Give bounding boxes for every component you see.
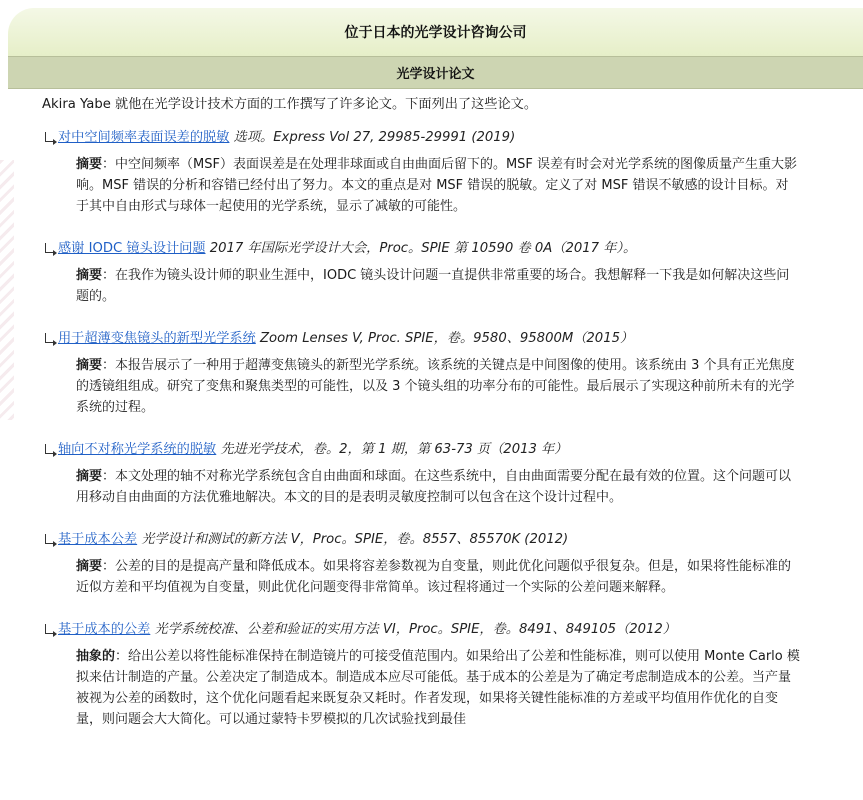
paper-item xyxy=(42,440,802,508)
arrow-right-icon xyxy=(45,444,53,454)
paper-title-link[interactable]: 对中空间频率表面误差的脱敏 xyxy=(58,130,230,145)
papers-content xyxy=(42,94,802,752)
paper-source: 2017 年国际光学设计大会，Proc。SPIE 第 10590 卷 0A（2017 年）。 xyxy=(205,241,637,256)
paper-title-line xyxy=(42,239,802,259)
abstract-label: 抽象的 xyxy=(76,649,116,664)
paper-item xyxy=(42,530,802,598)
paper-abstract xyxy=(76,355,800,418)
paper-title-link[interactable]: 基于成本公差 xyxy=(58,532,138,547)
abstract-label: 摘要 xyxy=(76,559,103,574)
paper-title-link[interactable]: 基于成本的公差 xyxy=(58,622,151,637)
arrow-right-icon xyxy=(45,333,53,343)
paper-title-link[interactable]: 轴向不对称光学系统的脱敏 xyxy=(58,442,217,457)
arrow-right-icon xyxy=(45,624,53,634)
paper-title-line xyxy=(42,440,802,460)
paper-item xyxy=(42,329,802,418)
abstract-text: ：给出公差以将性能标准保持在制造镜片的可接受值范围内。如果给出了公差和性能标准，则可以使用 Monte Carlo 模拟来估计制造的产量。公差决定了制造成本。制造成本应尽可能低。基于成本的公差是为了确定考虑制造成本的公差。当产量被视为公差的函数时，这个优化问题看起来既复杂又耗时。作者发现，如果将关键性能标准的方差或平均值用作优化的自变量，则问题会大大简化。可以通过蒙特卡罗模拟的几次试验找到最佳 xyxy=(76,649,800,727)
paper-source: 选项。Express Vol 27, 29985-29991 (2019) xyxy=(229,130,516,145)
banner-title: 位于日本的光学设计咨询公司 xyxy=(344,25,527,41)
abstract-text: ：在我作为镜头设计师的职业生涯中，IODC 镜头设计问题一直提供非常重要的场合。我想解释一下我是如何解决这些问题的。 xyxy=(76,268,790,304)
paper-item xyxy=(42,620,802,730)
paper-title-line xyxy=(42,530,802,550)
paper-abstract xyxy=(76,646,800,730)
paper-abstract xyxy=(76,556,800,598)
paper-title-line xyxy=(42,128,802,148)
paper-source: 光学系统校准、公差和验证的实用方法 VI，Proc。SPIE，卷。8491、849105（2012） xyxy=(150,622,676,637)
abstract-text: ：本报告展示了一种用于超薄变焦镜头的新型光学系统。该系统的关键点是中间图像的使用。该系统由 3 个具有正光焦度的透镜组组成。研究了变焦和聚焦类型的可能性，以及 3 个镜头组的功率分布的可能性。最后展示了实现这种前所未有的光学系统的过程。 xyxy=(76,358,795,415)
paper-abstract xyxy=(76,154,800,217)
abstract-text: ：公差的目的是提高产量和降低成本。如果将容差参数视为自变量，则此优化问题似乎很复杂。但是，如果将性能标准的近似方差和平均值视为自变量，则此优化问题变得非常简单。该过程将通过一个实际的公差问题来解释。 xyxy=(76,559,792,595)
abstract-text: ：本文处理的轴不对称光学系统包含自由曲面和球面。在这些系统中，自由曲面需要分配在最有效的位置。这个问题可以用移动自由曲面的方法优雅地解决。本文的目的是表明灵敏度控制可以包含在这个设计过程中。 xyxy=(76,469,792,505)
abstract-label: 摘要 xyxy=(76,157,103,172)
site-banner xyxy=(8,8,863,56)
paper-abstract xyxy=(76,466,800,508)
left-decoration xyxy=(0,160,14,420)
paper-item xyxy=(42,128,802,217)
paper-title-line xyxy=(42,620,802,640)
abstract-text: ：中空间频率（MSF）表面误差是在处理非球面或自由曲面后留下的。MSF 误差有时会对光学系统的图像质量产生重大影响。MSF 错误的分析和容错已经付出了努力。本文的重点是对 MSF 错误的脱敏。定义了对 MSF 错误不敏感的设计目标。对于其中自由形式与球体一起使用的光学系统，显示了减敏的可能性。 xyxy=(76,157,798,214)
abstract-label: 摘要 xyxy=(76,469,103,484)
abstract-label: 摘要 xyxy=(76,268,103,283)
paper-title-line xyxy=(42,329,802,349)
paper-title-link[interactable]: 用于超薄变焦镜头的新型光学系统 xyxy=(58,331,256,346)
intro-text: Akira Yabe 就他在光学设计技术方面的工作撰写了许多论文。下面列出了这些论文。 xyxy=(42,97,538,112)
paper-title-link[interactable]: 感谢 IODC 镜头设计问题 xyxy=(58,241,206,256)
arrow-right-icon xyxy=(45,132,53,142)
section-header xyxy=(8,56,863,89)
abstract-label: 摘要 xyxy=(76,358,103,373)
section-title: 光学设计论文 xyxy=(396,67,475,82)
paper-item xyxy=(42,239,802,307)
paper-source: Zoom Lenses V, Proc. SPIE，卷。9580、95800M（2015） xyxy=(255,331,634,346)
arrow-right-icon xyxy=(45,243,53,253)
paper-abstract xyxy=(76,265,800,307)
paper-source: 光学设计和测试的新方法 V，Proc。SPIE，卷。8557、85570K (2012) xyxy=(137,532,569,547)
arrow-right-icon xyxy=(45,534,53,544)
paper-source: 先进光学技术，卷。2，第 1 期，第 63-73 页（2013 年） xyxy=(216,442,568,457)
